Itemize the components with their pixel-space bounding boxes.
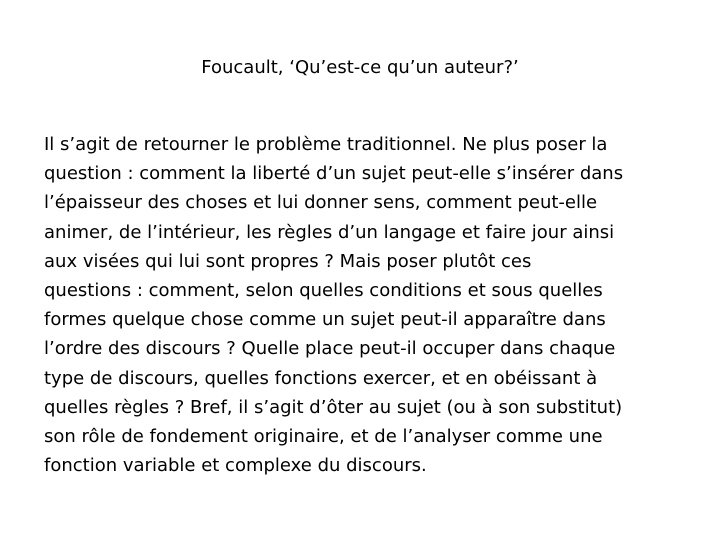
body-line: fonction variable et complexe du discours.: [44, 455, 427, 477]
body-line: quelles règles ? Bref, il s’agit d’ôter au sujet (ou à son substitut): [44, 396, 623, 418]
body-line: Il s’agit de retourner le problème traditionnel. Ne plus poser la: [44, 134, 608, 155]
body-line: type de discours, quelles fonctions exercer, et en obéissant à: [44, 367, 598, 389]
slide-title: Foucault, ‘Qu’est-ce qu’un auteur?’: [201, 57, 519, 78]
slide-body-text: [44, 130, 684, 480]
body-line: aux visées qui lui sont propres ? Mais poser plutôt ces: [44, 250, 532, 272]
body-line: formes quelque chose comme un sujet peut-il apparaître dans: [44, 309, 606, 331]
body-line: l’ordre des discours ? Quelle place peut-il occuper dans chaque: [44, 338, 616, 360]
body-line: questions : comment, selon quelles conditions et sous quelles: [44, 280, 603, 302]
body-line: son rôle de fondement originaire, et de l’analyser comme une: [44, 426, 603, 448]
body-line: question : comment la liberté d’un sujet peut-elle s’insérer dans: [44, 163, 624, 185]
body-line: animer, de l’intérieur, les règles d’un langage et faire jour ainsi: [44, 221, 615, 243]
body-line: l’épaisseur des choses et lui donner sens, comment peut-elle: [44, 192, 598, 214]
